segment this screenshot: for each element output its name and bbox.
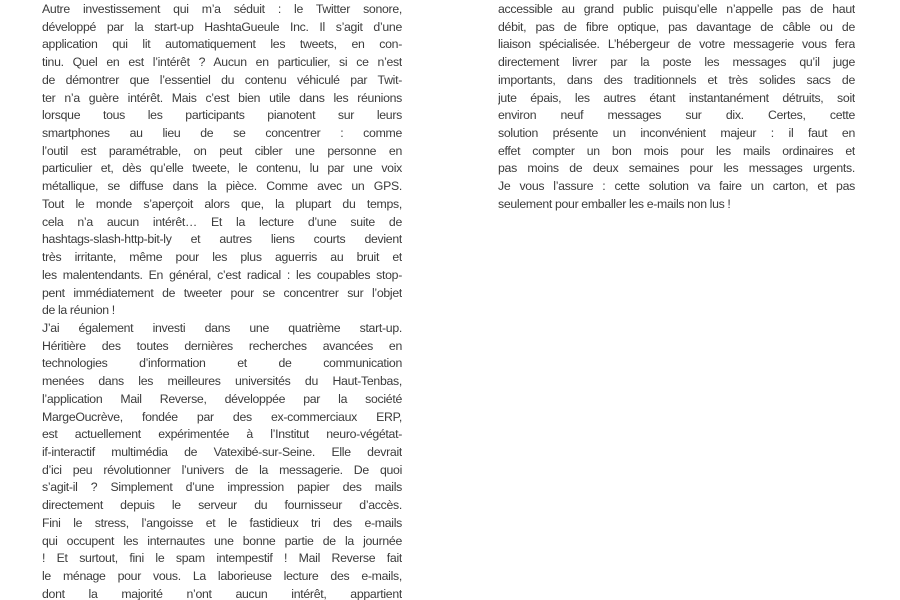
text-line: seulement pour emballer les e-mails non lus ! <box>498 196 731 211</box>
text-line: pent immédiatement de tweeter pour se concentrer sur l’objet <box>42 285 402 300</box>
text-line: débit, pas de fibre optique, pas davantage de câble ou de <box>498 19 855 34</box>
text-line: smartphones au lieu de se concentrer : comme <box>42 126 402 141</box>
text-line: Je vous l’assure : cette solution va faire un carton, et pas <box>498 179 855 194</box>
text-line: de la réunion ! <box>42 303 115 318</box>
text-line: J’ai également investi dans une quatrième start-up. <box>42 320 402 335</box>
text-line: hashtags-slash-http-bit-ly et autres liens courts devient <box>42 232 402 247</box>
text-line: s’agit-il ? Simplement d’une impression papier des mails <box>42 480 402 495</box>
text-line: le ménage pour vous. La laborieuse lecture des e-mails, <box>42 569 402 583</box>
text-line: particulier et, dès qu’elle tweete, le contenu, lu par une voix <box>42 161 402 176</box>
text-line: est actuellement expérimentée à l’Institut neuro-végétat- <box>42 427 402 442</box>
text-line: très irritante, même pour les plus aguerris au bruit et <box>42 250 402 265</box>
text-line: pas moins de deux semaines pour les messages urgents. <box>498 161 855 176</box>
text-line: tinu. Quel en est l’intérêt ? Aucun en particulier, si ce n’est <box>42 55 402 70</box>
text-line: cela n’a aucun intérêt… Et la lecture d’une suite de <box>42 214 402 229</box>
text-line: directement livrer par la poste les messages qu’il juge <box>498 55 855 70</box>
text-line: Tout le monde s’aperçoit alors que, la plupart du temps, <box>42 196 402 211</box>
text-line: directement depuis le serveur du fournisseur d’accès. <box>42 498 402 513</box>
text-line: dont la majorité n’ont aucun intérêt, appartient <box>42 586 402 600</box>
text-line: effet compter un bon mois pour les mails ordinaires et <box>498 143 855 158</box>
text-line: menées dans les meilleures universités du Haut-Tenbas, <box>42 374 402 389</box>
text-line: développé par la start-up HashtaGueule Inc. Il s’agit d’une <box>42 19 402 34</box>
text-line: importants, dans des traditionnels et très solides sacs de <box>498 72 855 87</box>
text-line: Héritière des toutes dernières recherches avancées en <box>42 338 402 353</box>
text-line: d’ici peu révolutionner l’univers de la messagerie. De quoi <box>42 462 402 477</box>
text-line: ter n’a guère intérêt. Mais c’est bien utile dans les réunions <box>42 90 402 105</box>
text-line: if-interactif multimédia de Vatexibé-sur-Seine. Elle devrait <box>42 444 402 459</box>
text-line: accessible au grand public puisqu’elle n’appelle pas de haut <box>498 2 855 16</box>
text-line: Autre investissement qui m’a séduit : le Twitter sonore, <box>42 2 402 16</box>
text-line: liaison spécialisée. L’hébergeur de votre messagerie vous fera <box>498 37 855 52</box>
text-line: MargeOucrève, fondée par des ex-commerciaux ERP, <box>42 409 402 424</box>
text-line: les malentendants. En général, c’est radical : les coupables stop- <box>42 267 402 282</box>
text-line: lorsque tous les participants pianotent sur leurs <box>42 108 402 123</box>
text-line: ! Et surtout, fini le spam intempestif ! Mail Reverse fait <box>42 551 402 566</box>
text-line: solution présente un inconvénient majeur : il faut en <box>498 126 855 141</box>
text-line: Fini le stress, l’angoisse et le fastidieux tri des e-mails <box>42 515 402 530</box>
text-line: application qui lit automatiquement les tweets, en con- <box>42 37 402 52</box>
text-line: de démontrer que l’essentiel du contenu véhiculé par Twit- <box>42 72 402 87</box>
text-line: environ neuf messages sur dix. Certes, cette <box>498 108 855 123</box>
text-line: qui occupent les internautes une bonne partie de la journée <box>42 533 402 548</box>
text-line: métallique, se diffuse dans la pièce. Comme avec un GPS. <box>42 179 402 194</box>
text-column-right <box>498 1 855 600</box>
text-line: jute épais, les autres étant instantanément détruits, soit <box>498 90 855 105</box>
text-column-left <box>42 1 402 600</box>
text-line: technologies d’information et de communication <box>42 356 402 371</box>
text-line: l’application Mail Reverse, développée par la société <box>42 391 402 406</box>
text-line: l’outil est paramétrable, on peut cibler une personne en <box>42 143 402 158</box>
